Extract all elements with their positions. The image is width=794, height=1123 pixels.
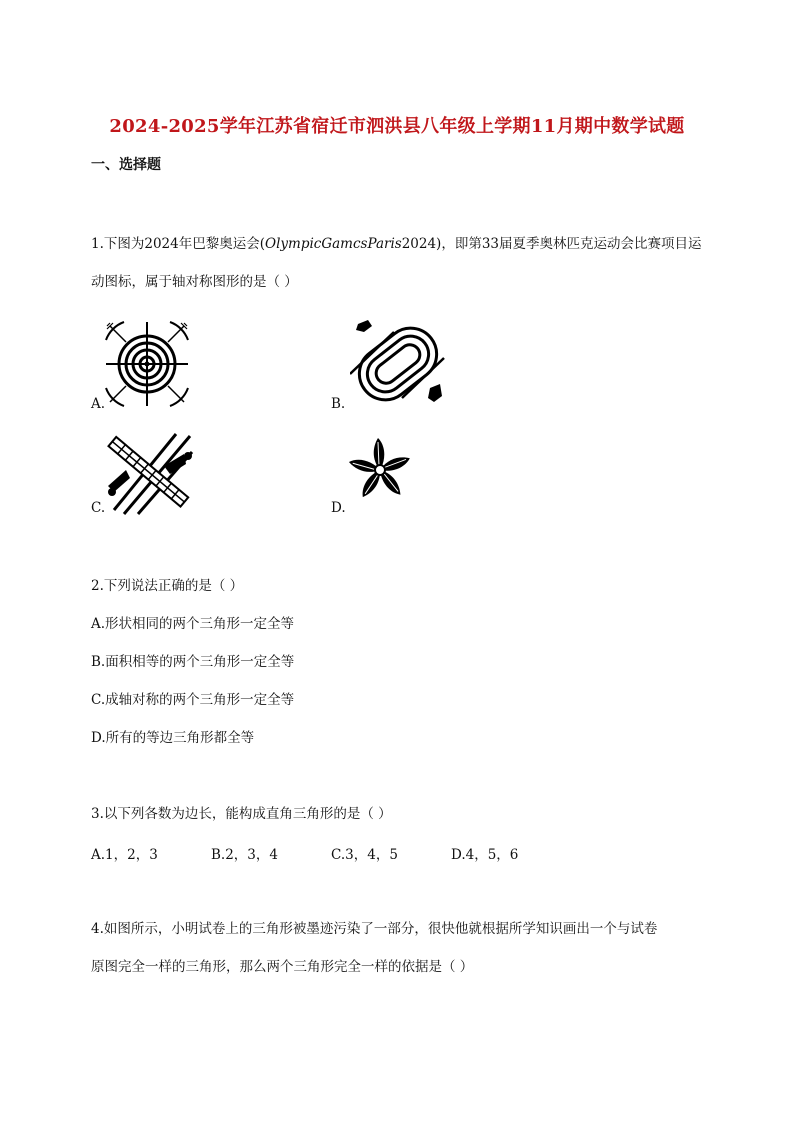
- option-a-target-icon[interactable]: [104, 320, 190, 408]
- question-3-option-a[interactable]: A.1，2，3: [91, 847, 158, 863]
- option-c-badminton-icon[interactable]: [104, 426, 194, 516]
- question-2-option-a[interactable]: A.形状相同的两个三角形一定全等: [91, 616, 295, 632]
- q1-text-italic: OlympicGamcsParis: [265, 236, 402, 252]
- question-2-option-d[interactable]: D.所有的等边三角形都全等: [91, 730, 255, 746]
- question-4-line-2: 原图完全一样的三角形，那么两个三角形完全一样的依据是（ ）: [91, 959, 474, 975]
- option-b-running-track-icon[interactable]: [350, 318, 446, 408]
- page-title: 2024-2025学年江苏省宿迁市泗洪县八年级上学期11月期中数学试题: [109, 116, 685, 137]
- question-3-option-b[interactable]: B.2，3，4: [211, 847, 278, 863]
- question-4-line-1: 4.如图所示，小明试卷上的三角形被墨迹污染了一部分，很快他就根据所学知识画出一个与试卷: [91, 921, 658, 937]
- question-3-option-d[interactable]: D.4，5，6: [451, 847, 519, 863]
- question-2-option-c[interactable]: C.成轴对称的两个三角形一定全等: [91, 692, 295, 708]
- option-d-pinwheel-icon[interactable]: [344, 434, 416, 506]
- question-2-option-b[interactable]: B.面积相等的两个三角形一定全等: [91, 654, 295, 670]
- option-a-label: A.: [91, 396, 106, 412]
- question-1-line-2: 动图标，属于轴对称图形的是（ ）: [91, 274, 298, 290]
- option-b-label: B.: [331, 396, 346, 412]
- option-c-label: C.: [91, 500, 106, 516]
- question-3-stem: 3.以下列各数为边长，能构成直角三角形的是（ ）: [91, 806, 392, 822]
- option-d-label: D.: [331, 500, 346, 516]
- question-1-line-1: [91, 232, 702, 252]
- q1-text-pre: 1.下图为2024年巴黎奥运会(: [91, 236, 266, 252]
- question-2-stem: 2.下列说法正确的是（ ）: [91, 578, 244, 594]
- section-heading: 一、选择题: [91, 157, 161, 173]
- q1-text-post: 2024)，即第33届夏季奥林匹克运动会比赛项目运: [401, 236, 702, 252]
- question-3-option-c[interactable]: C.3，4，5: [331, 847, 398, 863]
